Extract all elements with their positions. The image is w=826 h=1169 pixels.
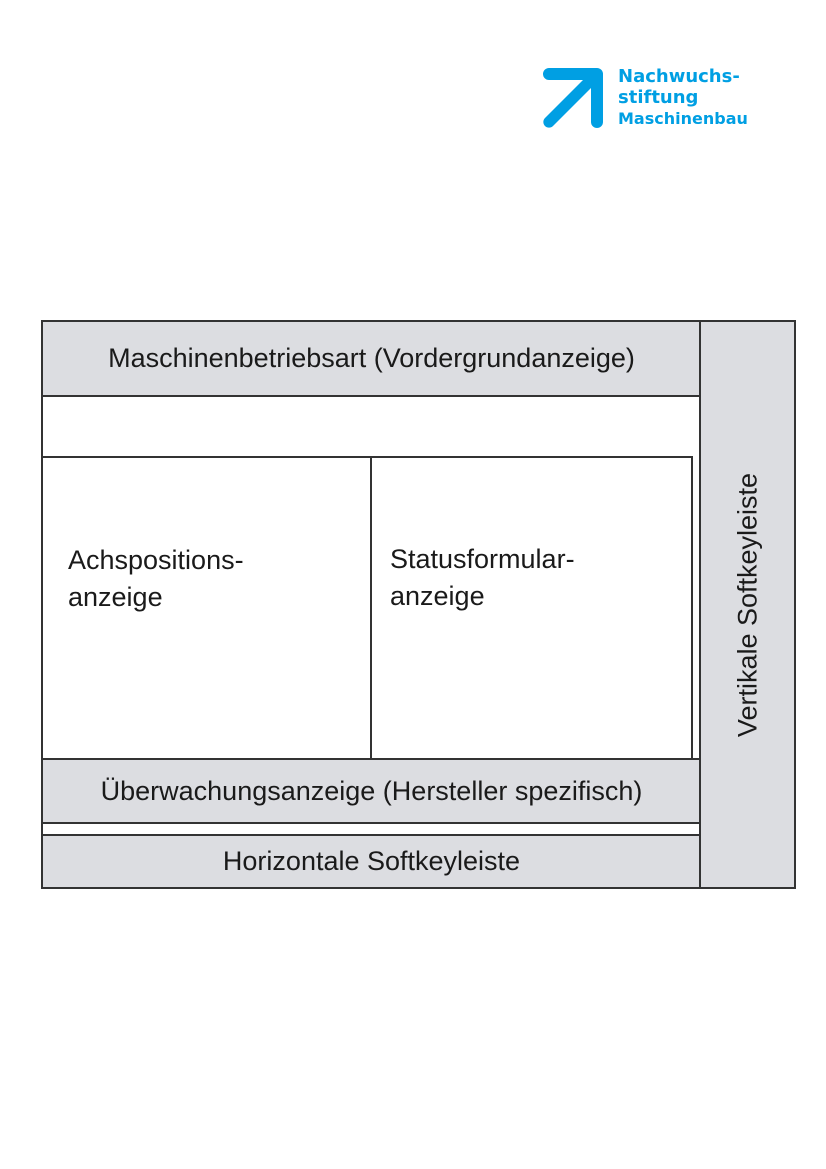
vertical-softkey-label: Vertikale Softkeyleiste	[732, 472, 762, 737]
nachwuchsstiftung-logo	[541, 66, 756, 132]
arrow-up-right-icon	[541, 66, 605, 130]
horizontal-softkey-label: Horizontale Softkeyleiste	[222, 846, 521, 876]
monitoring-label: Überwachungsanzeige (Hersteller spezifisch)	[100, 775, 643, 806]
logo-line-3: Maschinenbau	[618, 109, 748, 128]
status-form-line-1: Statusformular-	[390, 544, 575, 574]
machine-mode-bar	[41, 320, 702, 397]
axis-position-line-1: Achspositions-	[68, 545, 244, 575]
monitoring-bar	[41, 758, 702, 824]
logo-wordmark	[618, 66, 748, 129]
horizontal-softkey-bar	[41, 834, 702, 889]
machine-mode-label: Maschinenbetriebsart (Vordergrundanzeige)	[108, 343, 635, 373]
axis-position-line-2: anzeige	[68, 582, 163, 612]
status-form-panel	[370, 456, 693, 760]
vertical-softkey-bar	[699, 320, 796, 889]
logo-line-1: Nachwuchs-	[618, 66, 740, 87]
logo-line-2: stiftung	[618, 87, 699, 108]
axis-position-label	[68, 542, 244, 616]
axis-position-panel	[41, 456, 372, 760]
status-form-label	[390, 541, 575, 615]
status-form-line-2: anzeige	[390, 581, 485, 611]
